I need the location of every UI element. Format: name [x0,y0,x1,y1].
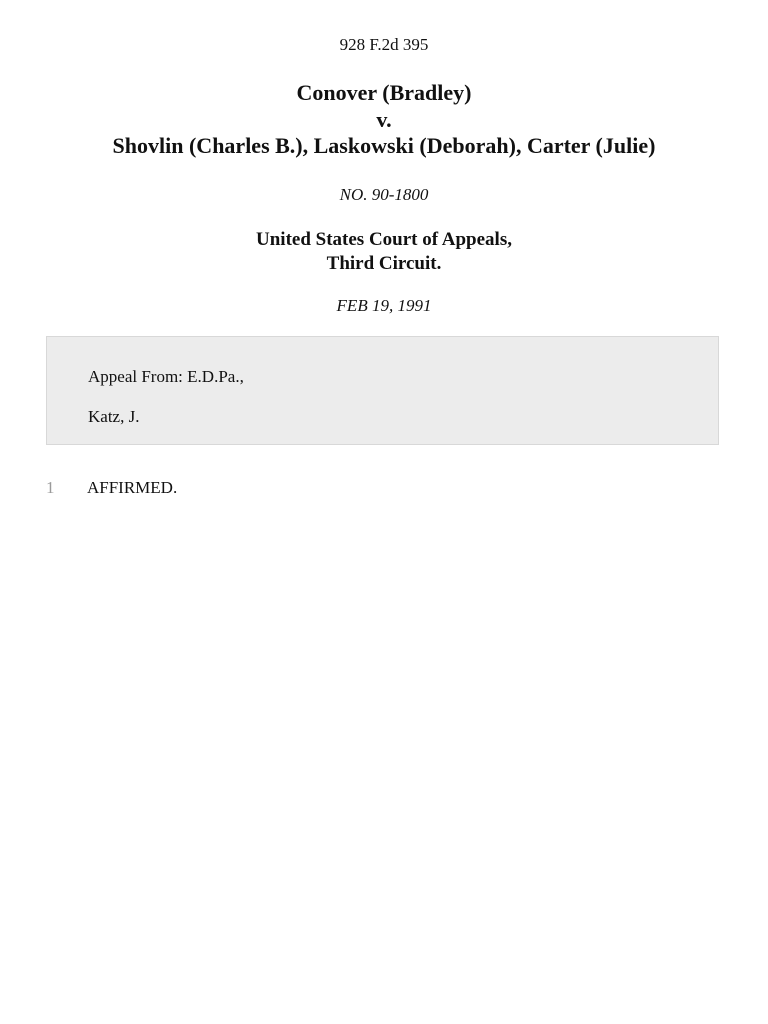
decision-date: FEB 19, 1991 [336,296,432,315]
appeal-from: Appeal From: E.D.Pa., [88,367,244,386]
case-title-plaintiff: Conover (Bradley) [296,80,472,105]
court-name [0,228,768,276]
citation: 928 F.2d 395 [339,35,429,54]
court-name-line2: Third Circuit. [326,253,442,274]
case-title-defendants: Shovlin (Charles B.), Laskowski (Deborah), Carter (Julie) [112,133,656,158]
paragraph-number: 1 [46,478,55,497]
paragraph-text: AFFIRMED. [87,478,178,497]
appeal-info-panel [46,336,719,445]
case-title-versus: v. [376,106,392,132]
judge-name: Katz, J. [88,407,140,426]
case-title [0,80,768,160]
docket-number: NO. 90-1800 [339,185,429,204]
court-name-line1: United States Court of Appeals, [256,229,512,250]
